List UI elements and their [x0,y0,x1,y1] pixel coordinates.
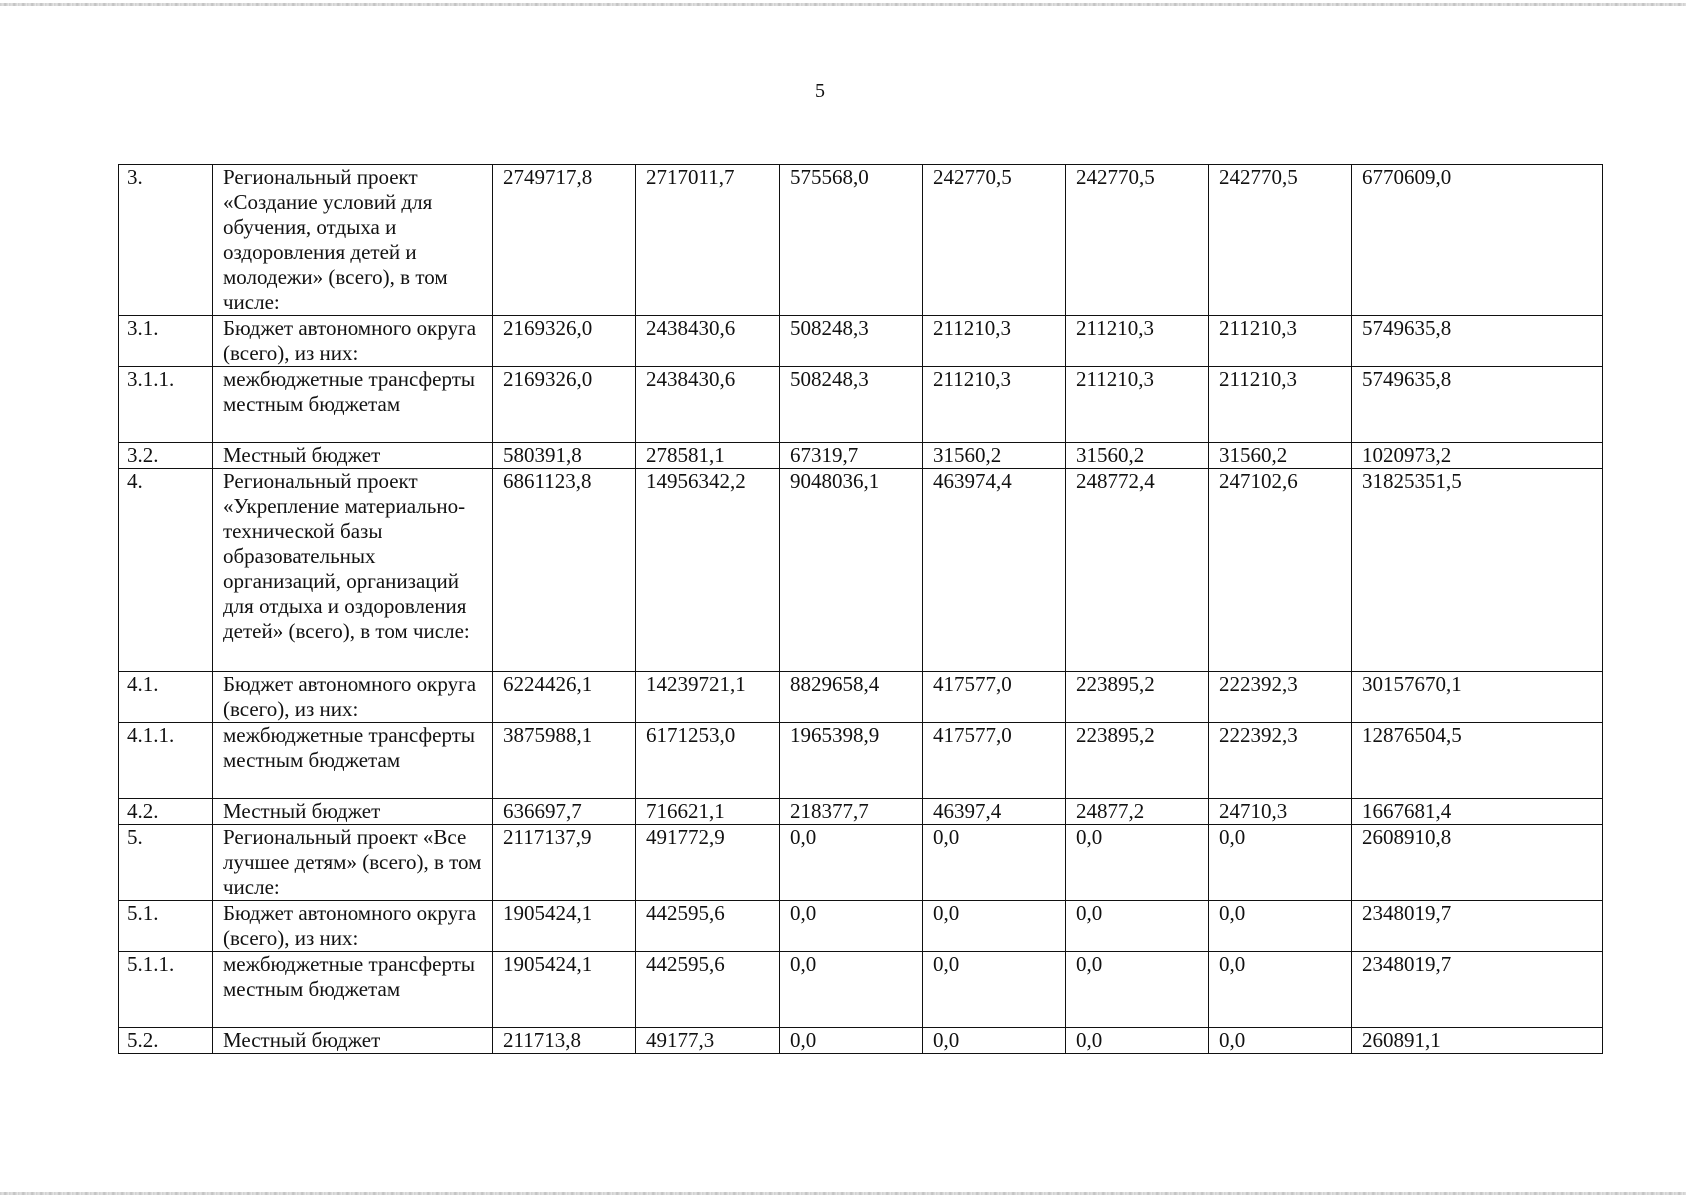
value-cell: 508248,3 [780,367,923,443]
value-cell: 9048036,1 [780,469,923,672]
row-code: 4. [119,469,213,672]
value-cell: 0,0 [1066,1028,1209,1054]
row-description: Бюджет автономного округа (всего), из них: [213,316,493,367]
value-cell: 0,0 [780,825,923,901]
value-cell: 31560,2 [1066,443,1209,469]
row-code: 5.2. [119,1028,213,1054]
value-cell: 2169326,0 [493,316,636,367]
value-cell: 0,0 [923,952,1066,1028]
total-cell: 5749635,8 [1352,367,1603,443]
total-cell: 1667681,4 [1352,799,1603,825]
value-cell: 1905424,1 [493,952,636,1028]
scan-edge-bottom [0,1192,1686,1195]
value-cell: 6224426,1 [493,672,636,723]
row-description: Региональный проект «Все лучшее детям» (всего), в том числе: [213,825,493,901]
value-cell: 6861123,8 [493,469,636,672]
total-cell: 2348019,7 [1352,952,1603,1028]
row-code: 5.1. [119,901,213,952]
table-row [119,672,1603,723]
page-number: 5 [815,80,825,102]
value-cell: 0,0 [1209,1028,1352,1054]
value-cell: 242770,5 [923,165,1066,316]
row-description: Местный бюджет [213,799,493,825]
table-row [119,952,1603,1028]
value-cell: 508248,3 [780,316,923,367]
value-cell: 31560,2 [923,443,1066,469]
value-cell: 716621,1 [636,799,780,825]
value-cell: 0,0 [1209,901,1352,952]
row-code: 3.1. [119,316,213,367]
total-cell: 260891,1 [1352,1028,1603,1054]
table-row [119,165,1603,316]
value-cell: 46397,4 [923,799,1066,825]
value-cell: 67319,7 [780,443,923,469]
value-cell: 211713,8 [493,1028,636,1054]
row-code: 3.2. [119,443,213,469]
table-row [119,825,1603,901]
row-code: 4.1.1. [119,723,213,799]
value-cell: 211210,3 [1209,316,1352,367]
value-cell: 211210,3 [1209,367,1352,443]
value-cell: 218377,7 [780,799,923,825]
value-cell: 278581,1 [636,443,780,469]
value-cell: 14239721,1 [636,672,780,723]
value-cell: 580391,8 [493,443,636,469]
row-code: 5.1.1. [119,952,213,1028]
value-cell: 463974,4 [923,469,1066,672]
value-cell: 0,0 [1066,825,1209,901]
value-cell: 2438430,6 [636,367,780,443]
row-code: 5. [119,825,213,901]
row-description: межбюджетные трансферты местным бюджетам [213,723,493,799]
value-cell: 1965398,9 [780,723,923,799]
value-cell: 2117137,9 [493,825,636,901]
table-row [119,316,1603,367]
value-cell: 247102,6 [1209,469,1352,672]
row-description: межбюджетные трансферты местным бюджетам [213,952,493,1028]
table-row [119,469,1603,672]
value-cell: 3875988,1 [493,723,636,799]
value-cell: 0,0 [780,1028,923,1054]
value-cell: 242770,5 [1066,165,1209,316]
value-cell: 0,0 [923,901,1066,952]
value-cell: 2438430,6 [636,316,780,367]
value-cell: 6171253,0 [636,723,780,799]
row-description: Региональный проект «Укрепление материально-технической базы образовательных организаций, организаций для отдыха и оздоровления детей» (всего), в том числе: [213,469,493,672]
value-cell: 14956342,2 [636,469,780,672]
table-row [119,901,1603,952]
value-cell: 242770,5 [1209,165,1352,316]
row-code: 3. [119,165,213,316]
value-cell: 0,0 [1209,952,1352,1028]
value-cell: 223895,2 [1066,723,1209,799]
value-cell: 211210,3 [1066,316,1209,367]
value-cell: 0,0 [780,952,923,1028]
value-cell: 211210,3 [923,316,1066,367]
value-cell: 2749717,8 [493,165,636,316]
total-cell: 5749635,8 [1352,316,1603,367]
table-row [119,367,1603,443]
value-cell: 1905424,1 [493,901,636,952]
value-cell: 8829658,4 [780,672,923,723]
value-cell: 31560,2 [1209,443,1352,469]
value-cell: 0,0 [780,901,923,952]
value-cell: 2717011,7 [636,165,780,316]
scan-edge-top [0,3,1686,6]
row-description: межбюджетные трансферты местным бюджетам [213,367,493,443]
row-description: Бюджет автономного округа (всего), из них: [213,672,493,723]
value-cell: 0,0 [1209,825,1352,901]
value-cell: 211210,3 [923,367,1066,443]
table-row [119,1028,1603,1054]
total-cell: 2608910,8 [1352,825,1603,901]
value-cell: 0,0 [923,825,1066,901]
total-cell: 30157670,1 [1352,672,1603,723]
total-cell: 1020973,2 [1352,443,1603,469]
total-cell: 6770609,0 [1352,165,1603,316]
value-cell: 575568,0 [780,165,923,316]
budget-table [118,164,1603,1054]
row-code: 4.2. [119,799,213,825]
value-cell: 491772,9 [636,825,780,901]
value-cell: 223895,2 [1066,672,1209,723]
value-cell: 442595,6 [636,952,780,1028]
value-cell: 222392,3 [1209,672,1352,723]
value-cell: 211210,3 [1066,367,1209,443]
row-description: Местный бюджет [213,1028,493,1054]
value-cell: 636697,7 [493,799,636,825]
table-row [119,723,1603,799]
table-row [119,799,1603,825]
value-cell: 0,0 [923,1028,1066,1054]
row-description: Местный бюджет [213,443,493,469]
table-row [119,443,1603,469]
value-cell: 442595,6 [636,901,780,952]
total-cell: 31825351,5 [1352,469,1603,672]
value-cell: 2169326,0 [493,367,636,443]
row-code: 4.1. [119,672,213,723]
value-cell: 24710,3 [1209,799,1352,825]
total-cell: 2348019,7 [1352,901,1603,952]
row-description: Бюджет автономного округа (всего), из них: [213,901,493,952]
row-description: Региональный проект «Создание условий для обучения, отдыха и оздоровления детей и молодежи» (всего), в том числе: [213,165,493,316]
value-cell: 24877,2 [1066,799,1209,825]
value-cell: 0,0 [1066,901,1209,952]
value-cell: 417577,0 [923,723,1066,799]
value-cell: 248772,4 [1066,469,1209,672]
value-cell: 0,0 [1066,952,1209,1028]
value-cell: 49177,3 [636,1028,780,1054]
row-code: 3.1.1. [119,367,213,443]
value-cell: 417577,0 [923,672,1066,723]
total-cell: 12876504,5 [1352,723,1603,799]
value-cell: 222392,3 [1209,723,1352,799]
